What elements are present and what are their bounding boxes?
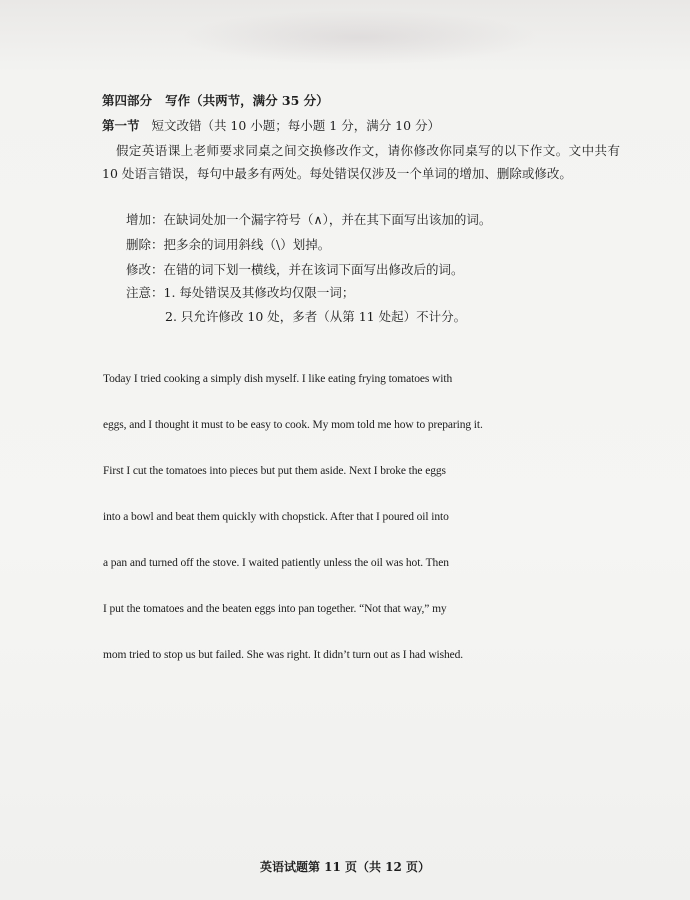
essay-line-2: eggs, and I thought it must to be easy to cook. My mom told me how to preparing it. [103,419,483,431]
rule-add-text: 在缺词处加一个漏字符号（∧），并在其下面写出该加的词。 [163,212,492,227]
note-label: 注意： [126,285,164,300]
rule-modify-text: 在错的词下划一横线，并在该词下面写出修改后的词。 [163,262,464,277]
rule-add-label: 增加： [126,212,164,227]
subsection-title: 第一节 [102,118,140,133]
rule-modify-label: 修改： [126,262,164,277]
part-title: 第四部分 [102,93,153,108]
note-2 [165,308,466,326]
rule-delete [126,236,330,254]
essay-line-3: First I cut the tomatoes into pieces but put them aside. Next I broke the eggs [103,465,446,477]
essay-line-6: I put the tomatoes and the beaten eggs into pan together. “Not that way,” my [103,603,447,615]
rule-delete-label: 删除： [126,237,164,252]
subsection-subtitle: 短文改错（共 10 小题；每小题 1 分，满分 10 分） [151,118,441,133]
page-footer: 英语试题第 11 页（共 12 页） [259,860,431,874]
note-1 [126,284,354,302]
part-subtitle: 写作（共两节，满分 35 分） [165,93,329,108]
note-1-text: 1. 每处错误及其修改均仅限一词； [163,285,355,300]
note-2-text: 2. 只允许修改 10 处，多者（从第 11 处起）不计分。 [165,309,467,324]
essay-line-4: into a bowl and beat them quickly with chopstick. After that I poured oil into [103,511,449,523]
part-heading [102,92,622,110]
rule-add [126,211,491,229]
subsection-heading [102,117,622,135]
rule-modify [126,261,464,279]
essay-line-1: Today I tried cooking a simply dish myself. I like eating frying tomatoes with [103,373,453,385]
essay-line-5: a pan and turned off the stove. I waited patiently unless the oil was hot. Then [103,557,449,569]
rule-delete-text: 把多余的词用斜线（\）划掉。 [163,237,331,252]
essay-line-7: mom tried to stop us but failed. She was right. It didn’t turn out as I had wished. [103,649,464,661]
instruction-paragraph: 假定英语课上老师要求同桌之间交换修改作文，请你修改你同桌写的以下作文。文中共有 10 处语言错误，每句中最多有两处。每处错误仅涉及一个单词的增加、删除或修改。 [102,143,620,181]
scan-smudge [180,10,540,65]
